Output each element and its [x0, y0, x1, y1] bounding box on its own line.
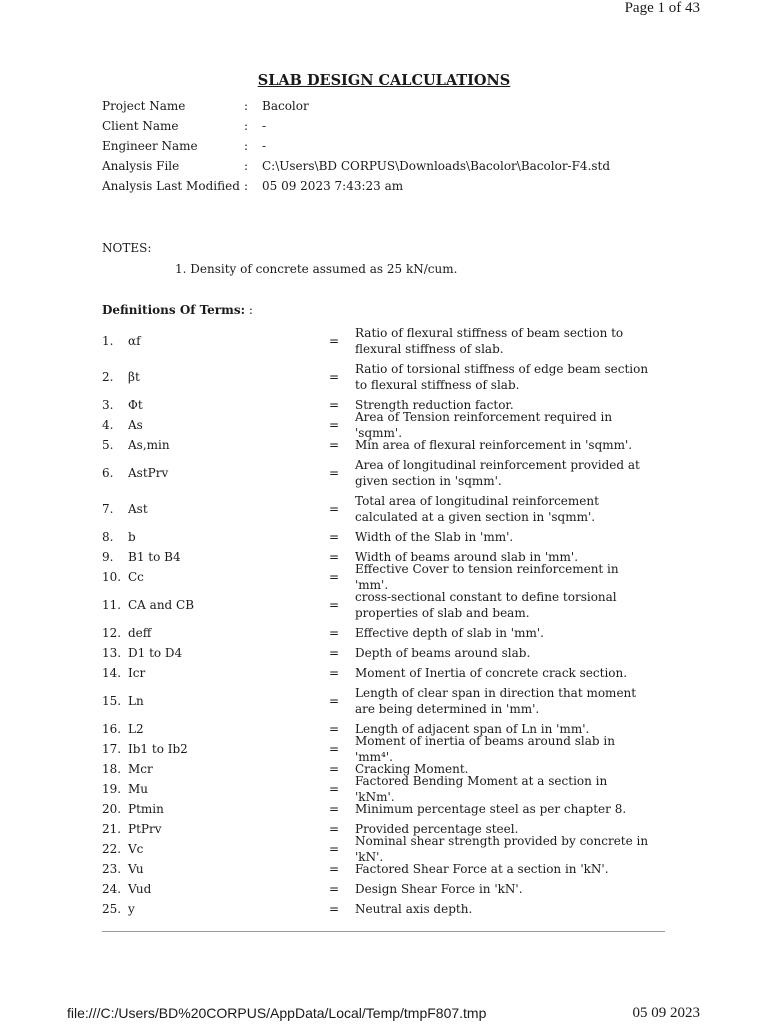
definition-term: As: [128, 418, 143, 432]
definitions-list: [102, 323, 650, 919]
definition-equals: =: [329, 782, 340, 796]
definition-description: Design Shear Force in 'kN'.: [355, 882, 523, 896]
definition-term: y: [128, 902, 135, 916]
meta-label: Analysis Last Modified: [102, 179, 240, 193]
definitions-heading: [102, 303, 253, 317]
definition-term: Mcr: [128, 762, 153, 776]
meta-value: 05 09 2023 7:43:23 am: [262, 179, 404, 193]
definition-term: CA and CB: [128, 598, 195, 612]
definition-row: [102, 834, 650, 864]
definition-description: Min area of flexural reinforcement in 'sqmm'.: [355, 438, 633, 452]
definition-description: Width of the Slab in 'mm'.: [355, 530, 514, 544]
definition-description: Minimum percentage steel as per chapter 8.: [355, 802, 627, 816]
definition-description: Area of Tension reinforcement required in 'sqmm'.: [355, 410, 613, 440]
definition-term: As,min: [128, 438, 170, 452]
definition-number: 16.: [102, 722, 122, 736]
definition-number: 22.: [102, 842, 122, 856]
definition-equals: =: [329, 842, 340, 856]
definition-row: [102, 527, 650, 547]
definition-term: Ptmin: [128, 802, 164, 816]
definition-equals: =: [329, 334, 340, 348]
definition-number: 23.: [102, 862, 122, 876]
meta-label: Client Name: [102, 119, 179, 133]
definitions-heading-label: Definitions Of Terms:: [102, 303, 245, 317]
definition-row: [102, 859, 650, 879]
footer-date: 05 09 2023: [632, 1005, 700, 1021]
definition-term: Icr: [128, 666, 146, 680]
meta-colon: :: [244, 159, 249, 173]
definition-equals: =: [329, 370, 340, 384]
definition-description: Depth of beams around slab.: [355, 646, 531, 660]
definition-term: L2: [128, 722, 144, 736]
definition-equals: =: [329, 418, 340, 432]
definition-term: deff: [128, 626, 152, 640]
definition-term: Ast: [128, 502, 148, 516]
definition-row: [102, 491, 650, 527]
definition-row: [102, 587, 650, 623]
definition-term: Vc: [128, 842, 144, 856]
definition-number: 5.: [102, 438, 114, 452]
definition-number: 2.: [102, 370, 114, 384]
definition-description: Length of clear span in direction that moment are being determined in 'mm'.: [355, 686, 637, 716]
definition-number: 3.: [102, 398, 114, 412]
definition-term: AstPrv: [128, 466, 169, 480]
definition-equals: =: [329, 502, 340, 516]
meta-row: [102, 157, 610, 177]
definition-description: cross-sectional constant to define torsional properties of slab and beam.: [355, 590, 617, 620]
definition-number: 11.: [102, 598, 122, 612]
page-number: Page 1 of 43: [624, 0, 700, 16]
definition-term: Φt: [128, 398, 143, 412]
definition-row: [102, 879, 650, 899]
definition-equals: =: [329, 802, 340, 816]
definition-description: Nominal shear strength provided by concrete in 'kN'.: [355, 834, 649, 864]
definition-term: Ln: [128, 694, 144, 708]
definition-number: 21.: [102, 822, 122, 836]
definition-term: Vu: [128, 862, 144, 876]
definition-row: [102, 774, 650, 804]
definition-equals: =: [329, 530, 340, 544]
definition-number: 17.: [102, 742, 122, 756]
meta-label: Engineer Name: [102, 139, 198, 153]
definition-term: Ib1 to Ib2: [128, 742, 188, 756]
notes-heading: NOTES:: [102, 241, 152, 255]
definition-number: 1.: [102, 334, 114, 348]
definition-term: D1 to D4: [128, 646, 183, 660]
definition-number: 18.: [102, 762, 122, 776]
definition-term: Vud: [128, 882, 152, 896]
definition-description: Moment of Inertia of concrete crack section.: [355, 666, 628, 680]
definition-number: 15.: [102, 694, 122, 708]
meta-colon: :: [244, 119, 249, 133]
definition-equals: =: [329, 822, 340, 836]
definition-description: Strength reduction factor.: [355, 398, 514, 412]
definition-description: Moment of inertia of beams around slab in 'mm⁴'.: [355, 734, 615, 764]
meta-colon: :: [244, 179, 249, 193]
definitions-heading-suffix: :: [245, 303, 253, 317]
definition-number: 25.: [102, 902, 122, 916]
definition-row: [102, 435, 650, 455]
definition-row: [102, 562, 650, 592]
definition-number: 9.: [102, 550, 114, 564]
definition-term: αf: [128, 334, 141, 348]
definition-number: 12.: [102, 626, 122, 640]
definition-equals: =: [329, 722, 340, 736]
definition-row: [102, 899, 650, 919]
meta-row: [102, 97, 610, 117]
meta-colon: :: [244, 139, 249, 153]
definition-row: [102, 323, 650, 359]
definition-row: [102, 799, 650, 819]
definition-equals: =: [329, 666, 340, 680]
definition-term: βt: [128, 370, 140, 384]
definition-equals: =: [329, 550, 340, 564]
definition-number: 14.: [102, 666, 122, 680]
definition-equals: =: [329, 902, 340, 916]
definition-description: Cracking Moment.: [355, 762, 469, 776]
definition-row: [102, 734, 650, 764]
meta-row: [102, 177, 610, 197]
footer-file-path: file:///C:/Users/BD%20CORPUS/AppData/Local/Temp/tmpF807.tmp: [67, 1005, 487, 1021]
definition-description: Effective depth of slab in 'mm'.: [355, 626, 544, 640]
meta-label: Project Name: [102, 99, 186, 113]
meta-colon: :: [244, 99, 249, 113]
page-title: SLAB DESIGN CALCULATIONS: [257, 72, 511, 89]
definition-equals: =: [329, 626, 340, 640]
definition-description: Effective Cover to tension reinforcement in 'mm'.: [355, 562, 619, 592]
definition-term: B1 to B4: [128, 550, 181, 564]
definition-equals: =: [329, 598, 340, 612]
definition-row: [102, 455, 650, 491]
definition-equals: =: [329, 882, 340, 896]
definition-equals: =: [329, 862, 340, 876]
definition-number: 24.: [102, 882, 122, 896]
definition-description: Provided percentage steel.: [355, 822, 519, 836]
definition-description: Neutral axis depth.: [355, 902, 473, 916]
definition-number: 4.: [102, 418, 114, 432]
definition-equals: =: [329, 762, 340, 776]
definition-equals: =: [329, 570, 340, 584]
definition-row: [102, 643, 650, 663]
divider: [102, 931, 665, 932]
definition-equals: =: [329, 646, 340, 660]
meta-value: Bacolor: [262, 99, 309, 113]
definition-number: 19.: [102, 782, 122, 796]
definition-row: [102, 359, 650, 395]
project-info: [102, 97, 610, 197]
definition-row: [102, 683, 650, 719]
definition-number: 8.: [102, 530, 114, 544]
meta-value: -: [262, 139, 267, 153]
definition-number: 20.: [102, 802, 122, 816]
definition-term: PtPrv: [128, 822, 162, 836]
definition-row: [102, 623, 650, 643]
definition-number: 6.: [102, 466, 114, 480]
definition-description: Ratio of flexural stiffness of beam section to flexural stiffness of slab.: [355, 326, 624, 356]
meta-value: C:\Users\BD CORPUS\Downloads\Bacolor\Bacolor-F4.std: [262, 159, 611, 173]
definition-equals: =: [329, 398, 340, 412]
note-item: 1. Density of concrete assumed as 25 kN/cum.: [175, 262, 458, 276]
definition-number: 13.: [102, 646, 122, 660]
meta-label: Analysis File: [102, 159, 180, 173]
definition-number: 7.: [102, 502, 114, 516]
definition-equals: =: [329, 466, 340, 480]
definition-equals: =: [329, 438, 340, 452]
definition-equals: =: [329, 742, 340, 756]
definition-description: Area of longitudinal reinforcement provided at given section in 'sqmm'.: [355, 458, 640, 488]
definition-description: Factored Shear Force at a section in 'kN'.: [355, 862, 609, 876]
definition-row: [102, 410, 650, 440]
definition-description: Length of adjacent span of Ln in 'mm'.: [355, 722, 590, 736]
definition-term: b: [128, 530, 136, 544]
definition-description: Width of beams around slab in 'mm'.: [355, 550, 579, 564]
definition-term: Cc: [128, 570, 144, 584]
definition-description: Factored Bending Moment at a section in 'kNm'.: [355, 774, 608, 804]
meta-row: [102, 117, 610, 137]
definition-term: Mu: [128, 782, 149, 796]
definition-description: Total area of longitudinal reinforcement calculated at a given section in 'sqmm'.: [355, 494, 599, 524]
definition-number: 10.: [102, 570, 122, 584]
definition-equals: =: [329, 694, 340, 708]
meta-row: [102, 137, 610, 157]
definition-description: Ratio of torsional stiffness of edge beam section to flexural stiffness of slab.: [355, 362, 649, 392]
meta-value: -: [262, 119, 267, 133]
definition-row: [102, 663, 650, 683]
